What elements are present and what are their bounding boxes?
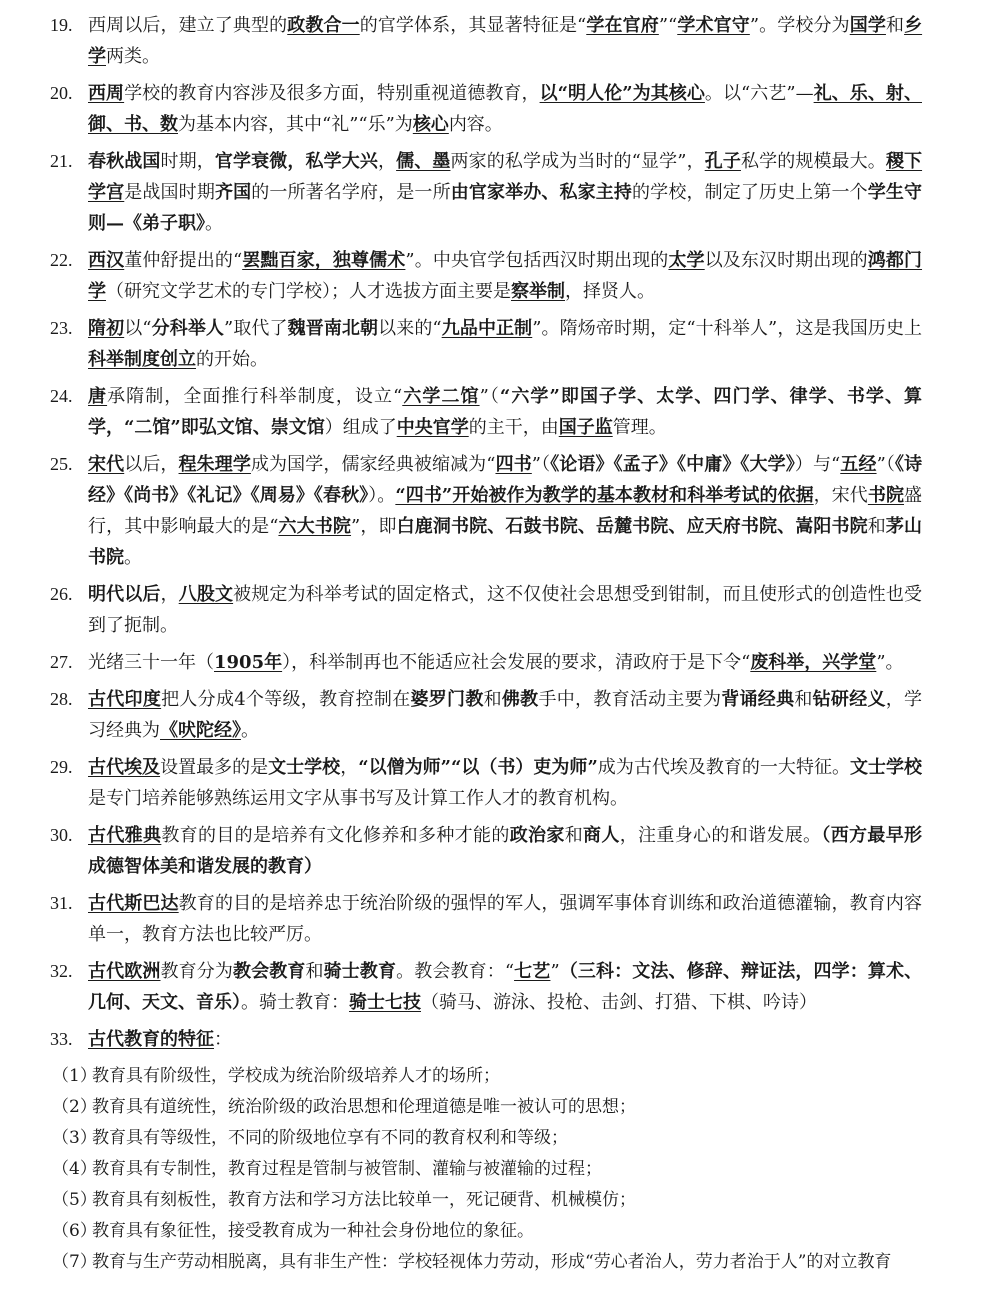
underlined-text: 乡学 xyxy=(88,15,923,67)
item-number: 20. xyxy=(50,83,73,103)
key-term xyxy=(349,992,421,1013)
underlined-text: 1905年 xyxy=(214,652,283,673)
body-text: ”（ xyxy=(876,454,895,475)
bold-text: （三科：文法、修辞、辩证法，四学：算术、几何、天文、音乐） xyxy=(88,961,923,1013)
feature-text: 教育具有象征性，接受教育成为一种社会身份地位的象征。 xyxy=(92,1221,534,1241)
underlined-text: 古代印度 xyxy=(88,689,162,710)
bold-text: 齐国 xyxy=(214,182,252,203)
body-text: （骑马、游泳、投枪、击剑、打猎、下棋、吟诗） xyxy=(421,992,817,1013)
feature-text: 教育具有专制性，教育过程是管制与被管制、灌输与被灌输的过程； xyxy=(92,1159,602,1179)
underlined-text: 西周 xyxy=(88,83,125,104)
key-term xyxy=(88,825,161,846)
feature-number: （7） xyxy=(52,1252,97,1272)
body-text: 西周以后，建立了典型的 xyxy=(88,15,288,36)
key-term xyxy=(850,15,886,36)
key-term xyxy=(559,417,613,438)
feature-list xyxy=(50,1061,922,1278)
key-term xyxy=(514,961,550,982)
underlined-text: 古代埃及 xyxy=(88,757,161,778)
list-item xyxy=(50,1024,922,1055)
item-number: 30. xyxy=(50,825,73,845)
key-term xyxy=(750,652,876,673)
body-text: ，宋代 xyxy=(813,485,868,506)
underlined-text: 孔子 xyxy=(704,151,741,172)
underlined-text: 九品中正制 xyxy=(441,318,533,339)
underlined-text: “四书”开始被作为教学的基本教材和科举考试的依据 xyxy=(395,485,814,506)
bold-text: 《论语》《孟子》《中庸》《大学》 xyxy=(550,454,795,475)
feature-item xyxy=(50,1092,922,1123)
bold-text: 背诵经典 xyxy=(721,689,795,710)
body-text: 以“ xyxy=(124,318,152,339)
key-term xyxy=(396,151,450,172)
feature-number: （6） xyxy=(52,1221,97,1241)
key-term xyxy=(88,250,124,271)
list-item xyxy=(50,956,922,1018)
key-term xyxy=(442,318,533,339)
body-text: 以来的“ xyxy=(378,318,442,339)
underlined-text: 儒、墨 xyxy=(396,151,451,172)
bold-text: 学生守则—《弟子职》 xyxy=(88,182,923,234)
body-text: ，注重身心的和谐发展。 xyxy=(619,825,822,846)
underlined-text: 程朱理学 xyxy=(178,454,251,475)
body-text: 董仲舒提出的“ xyxy=(124,250,243,271)
item-number: 31. xyxy=(50,893,73,913)
numbered-list xyxy=(50,10,922,1055)
underlined-text: 稷下学宫 xyxy=(88,151,923,203)
key-term xyxy=(868,485,904,506)
feature-text: 教育具有道统性，统治阶级的政治思想和伦理道德是唯一被认可的思想； xyxy=(92,1097,636,1117)
underlined-text: 学术官守 xyxy=(677,15,750,36)
key-term xyxy=(160,720,241,741)
key-term xyxy=(397,417,469,438)
bold-text: 佛教 xyxy=(501,689,539,710)
key-term xyxy=(287,15,359,36)
feature-text: 教育具有等级性，不同的阶级地位享有不同的教育权利和等级； xyxy=(92,1128,568,1148)
body-text: ）与“ xyxy=(794,454,841,475)
feature-text: 教育具有阶级性，学校成为统治阶级培养人才的场所； xyxy=(92,1066,500,1086)
bold-text: 婆罗门教 xyxy=(410,689,484,710)
underlined-text: 隋初 xyxy=(88,318,125,339)
item-number: 19. xyxy=(50,15,73,35)
item-number: 33. xyxy=(50,1029,73,1049)
key-term xyxy=(840,454,876,475)
body-text: ”“ xyxy=(658,15,678,36)
underlined-text: 科举制度创立 xyxy=(88,349,196,370)
underlined-text: 学在官府 xyxy=(586,15,659,36)
body-text: ”。隋炀帝时期，定“十科举人”，这是我国历史上 xyxy=(532,318,923,339)
key-term xyxy=(495,454,531,475)
key-term xyxy=(413,114,449,135)
key-term xyxy=(88,349,196,370)
item-number: 25. xyxy=(50,454,73,474)
body-text: 把人分成4个等级，教育控制在 xyxy=(161,689,411,710)
underlined-text: 七艺 xyxy=(514,961,551,982)
underlined-text: 废科举，兴学堂 xyxy=(750,652,877,673)
body-text: 和 xyxy=(305,961,324,982)
list-item xyxy=(50,313,922,375)
body-text: ）组成了 xyxy=(324,417,397,438)
underlined-text: 四书 xyxy=(495,454,532,475)
body-text: 手中，教育活动主要为 xyxy=(538,689,722,710)
underlined-text: 古代欧洲 xyxy=(88,961,161,982)
underlined-text: 《吠陀经》 xyxy=(160,720,241,741)
key-term xyxy=(88,893,179,914)
underlined-text: 书院 xyxy=(867,485,905,506)
underlined-text: 以“明人伦”为其核心 xyxy=(539,83,705,104)
key-term xyxy=(179,584,233,605)
body-text: 。骑士教育： xyxy=(241,992,349,1013)
body-text: 是战国时期 xyxy=(124,182,215,203)
feature-number: （3） xyxy=(52,1128,97,1148)
item-number: 21. xyxy=(50,151,73,171)
bold-text: 文士学校 xyxy=(849,757,923,778)
body-text: 。 xyxy=(241,720,259,741)
key-term xyxy=(705,151,741,172)
body-text: ”，即 xyxy=(351,516,397,537)
list-item xyxy=(50,888,922,950)
underlined-text: 古代雅典 xyxy=(88,825,162,846)
key-term xyxy=(586,15,659,36)
key-term xyxy=(668,250,704,271)
body-text: 成为国学，儒家经典被缩减为“ xyxy=(250,454,496,475)
item-number: 23. xyxy=(50,318,73,338)
item-number: 22. xyxy=(50,250,73,270)
list-item xyxy=(50,820,922,882)
body-text: 光绪三十一年（ xyxy=(88,652,214,673)
feature-item xyxy=(50,1185,922,1216)
bold-text: （西方最早形成德智体美和谐发展的教育） xyxy=(88,825,923,877)
body-text: ”。学校分为 xyxy=(749,15,850,36)
bold-text: 白鹿洞书院、石鼓书院、岳麓书院、应天府书院、嵩阳书院 xyxy=(396,516,868,537)
bold-text: 魏晋南北朝 xyxy=(287,318,379,339)
body-text: ， xyxy=(377,151,397,172)
underlined-text: 宋代 xyxy=(88,454,125,475)
body-text: 是专门培养能够熟练运用文字从事书写及计算工作人才的教育机构。 xyxy=(88,788,628,809)
bold-text: 商人 xyxy=(583,825,620,846)
underlined-text: 西汉 xyxy=(88,250,125,271)
body-text: 时期， xyxy=(160,151,215,172)
list-item xyxy=(50,146,922,239)
bold-text: 明代以后 xyxy=(88,584,161,605)
bold-text: 骑士教育 xyxy=(323,961,397,982)
feature-item xyxy=(50,1123,922,1154)
body-text: 教育分为 xyxy=(160,961,233,982)
body-text: 。教会教育：“ xyxy=(396,961,515,982)
bold-text: “六学”即国子学、太学、四门学、律学、书学、算学，“二馆”即弘文馆、崇文馆 xyxy=(88,386,923,438)
item-number: 27. xyxy=(50,652,73,672)
underlined-text: 政教合一 xyxy=(287,15,360,36)
body-text: ”（ xyxy=(479,386,500,407)
body-text: 和 xyxy=(794,689,813,710)
feature-item xyxy=(50,1216,922,1247)
body-text: 。 xyxy=(124,547,142,568)
underlined-text: 太学 xyxy=(668,250,705,271)
key-term xyxy=(88,961,161,982)
underlined-text: 六学二馆 xyxy=(402,386,480,407)
body-text: 教育的目的是培养忠于统治阶级的强悍的军人，强调军事体育训练和政治道德灌输，教育内容单一，教育方法也比较严厉。 xyxy=(88,893,923,945)
bold-text: 钻研经义 xyxy=(812,689,886,710)
underlined-text: 八股文 xyxy=(178,584,234,605)
feature-item xyxy=(50,1247,922,1278)
bold-text: “以僧为师”“以（书）吏为师” xyxy=(358,757,598,778)
body-text: 的一所著名学府，是一所 xyxy=(251,182,451,203)
item-number: 28. xyxy=(50,689,73,709)
key-term xyxy=(278,516,351,537)
body-text: 和 xyxy=(885,15,905,36)
feature-number: （5） xyxy=(52,1190,97,1210)
key-term xyxy=(677,15,750,36)
body-text: 承隋制，全面推行科举制度，设立“ xyxy=(107,386,403,407)
body-text: 为基本内容，其中“礼”“乐”为 xyxy=(178,114,413,135)
body-text: ”。 xyxy=(876,652,904,673)
item-number: 32. xyxy=(50,961,73,981)
bold-text: 文士学校 xyxy=(268,757,341,778)
key-term xyxy=(214,652,282,673)
item-number: 29. xyxy=(50,757,73,777)
list-item xyxy=(50,647,922,678)
list-item xyxy=(50,579,922,641)
body-text: ” xyxy=(550,961,560,982)
body-text: ），科举制再也不能适应社会发展的要求，清政府于是下令“ xyxy=(282,652,751,673)
bold-text: 政治家 xyxy=(509,825,565,846)
underlined-text: 五经 xyxy=(840,454,877,475)
key-term xyxy=(88,454,124,475)
key-term xyxy=(395,485,813,506)
body-text: 内容。 xyxy=(448,114,503,135)
body-text: 学校的教育内容涉及很多方面，特别重视道德教育， xyxy=(124,83,540,104)
body-text: 。 xyxy=(205,213,223,234)
body-text: 的学校，制定了历史上第一个 xyxy=(632,182,868,203)
body-text: 和 xyxy=(564,825,584,846)
feature-number: （4） xyxy=(52,1159,97,1179)
body-text: 和 xyxy=(483,689,502,710)
underlined-text: 礼、乐、射、御、书、数 xyxy=(88,83,922,135)
body-text: 。以“六艺”— xyxy=(704,83,814,104)
key-term xyxy=(88,757,160,778)
list-item xyxy=(50,245,922,307)
body-text: 被规定为科举考试的固定格式，这不仅使社会思想受到钳制，而且使形式的创造性也受到了扼制。 xyxy=(88,584,923,636)
key-term xyxy=(88,318,124,339)
item-number: 26. xyxy=(50,584,73,604)
feature-number: （2） xyxy=(52,1097,97,1117)
bold-text: 分科举人 xyxy=(151,318,225,339)
body-text: 以后， xyxy=(124,454,179,475)
feature-item xyxy=(50,1061,922,1092)
underlined-text: 骑士七技 xyxy=(349,992,421,1013)
key-term xyxy=(179,454,251,475)
list-item xyxy=(50,381,922,443)
body-text: ， xyxy=(340,757,359,778)
body-text: ，择贤人。 xyxy=(565,281,655,302)
underlined-text: 国学 xyxy=(849,15,886,36)
bold-text: 茅山书院 xyxy=(88,516,923,568)
body-text: （研究文学艺术的专门学校）；人才选拔方面主要是 xyxy=(106,281,511,302)
key-term xyxy=(540,83,705,104)
body-text: 的官学体系，其显著特征是“ xyxy=(359,15,587,36)
key-term xyxy=(242,250,405,271)
body-text: 两类。 xyxy=(106,46,160,67)
list-item xyxy=(50,684,922,746)
body-text: 成为古代埃及教育的一大特征。 xyxy=(597,757,850,778)
body-text: 盛行，其中影响最大的是“ xyxy=(88,485,923,537)
body-text: 和 xyxy=(867,516,886,537)
body-text: ， xyxy=(160,584,179,605)
feature-text: 教育与生产劳动相脱离，具有非生产性：学校轻视体力劳动，形成“劳心者治人，劳力者治于人”的对立教育 xyxy=(92,1252,892,1272)
body-text: ： xyxy=(214,1029,232,1050)
bold-text: 春秋战国 xyxy=(88,151,161,172)
underlined-text: 古代教育的特征 xyxy=(88,1029,214,1050)
body-text: 管理。 xyxy=(612,417,667,438)
underlined-text: 中央官学 xyxy=(396,417,469,438)
underlined-text: 核心 xyxy=(412,114,449,135)
body-text: ）。 xyxy=(368,485,396,506)
body-text: ”（ xyxy=(531,454,551,475)
feature-item xyxy=(50,1154,922,1185)
body-text: 以及东汉时期出现的 xyxy=(704,250,868,271)
list-item xyxy=(50,10,922,72)
body-text: 设置最多的是 xyxy=(160,757,269,778)
item-number: 24. xyxy=(50,386,73,406)
bold-text: 官学衰微，私学大兴 xyxy=(214,151,378,172)
body-text: ”取代了 xyxy=(224,318,288,339)
body-text: 教育的目的是培养有文化修养和多种才能的 xyxy=(161,825,510,846)
body-text: 私学的规模最大。 xyxy=(740,151,886,172)
body-text: ，学习经典为 xyxy=(88,689,923,741)
underlined-text: 六大书院 xyxy=(278,516,352,537)
underlined-text: 罢黜百家，独尊儒术 xyxy=(242,250,406,271)
feature-text: 教育具有刻板性，教育方法和学习方法比较单一，死记硬背、机械模仿； xyxy=(92,1190,636,1210)
list-item xyxy=(50,449,922,573)
key-term xyxy=(402,386,479,407)
key-term xyxy=(88,689,161,710)
key-term xyxy=(88,386,107,407)
underlined-text: 察举制 xyxy=(511,281,565,302)
body-text: 的开始。 xyxy=(196,349,268,370)
body-text: ”。中央官学包括西汉时期出现的 xyxy=(405,250,669,271)
bold-text: 《诗经》《尚书》《礼记》《周易》《春秋》 xyxy=(88,454,923,506)
feature-number: （1） xyxy=(52,1066,97,1086)
underlined-text: 国子监 xyxy=(558,417,613,438)
underlined-text: 鸿都门学 xyxy=(88,250,923,302)
underlined-text: 唐 xyxy=(88,386,108,407)
key-term xyxy=(88,1029,214,1050)
list-item xyxy=(50,78,922,140)
body-text: 两家的私学成为当时的“显学”， xyxy=(450,151,705,172)
key-term xyxy=(88,83,124,104)
key-term xyxy=(511,281,565,302)
bold-text: 由官家举办、私家主持 xyxy=(450,182,633,203)
list-item xyxy=(50,752,922,814)
underlined-text: 古代斯巴达 xyxy=(88,893,179,914)
body-text: 的主干，由 xyxy=(468,417,559,438)
bold-text: 教会教育 xyxy=(233,961,306,982)
